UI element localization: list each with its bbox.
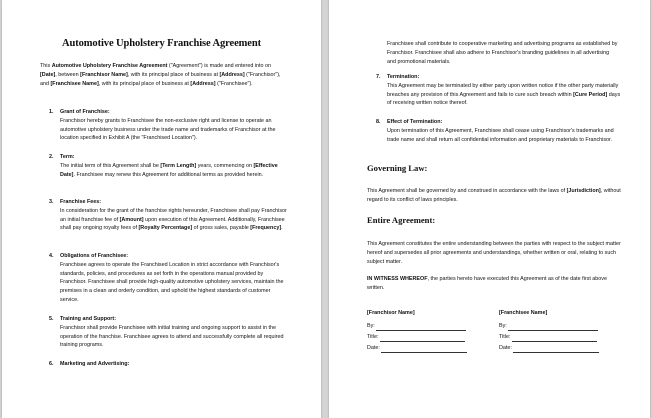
bold-text: [Address] [190,80,216,87]
text: The initial term of this Agreement shall be [60,162,161,169]
signature-date-line[interactable] [513,346,599,353]
clause-number: 7. [376,74,381,80]
bold-text: [Cure Period] [573,91,608,98]
signature-block-franchisee [499,309,624,359]
clause-body [387,82,621,108]
text: ("Franchisee"). [215,80,253,87]
bold-text: [Jurisdiction] [566,188,601,194]
text: days of receiving written notice thereof. [387,91,621,107]
clause-heading: Term: [60,154,75,160]
text: , between [55,71,81,78]
bold-text: [Royalty Percentage] [138,225,193,232]
clause-number: 3. [49,199,54,205]
bold-text: [Effective Date] [60,162,278,178]
signature-title-label: Title: [499,334,511,340]
clause-body [60,261,288,305]
text: This Agreement constitutes the entire understanding between the parties with respect to the subject matter hereof and supersedes all prior agreements and understandings, whether written or oral, relating to such subject matter. [367,241,621,265]
text: Upon termination of this Agreement, Franchisee shall cease using Franchisor's trademarks and trade name and shall return all confidential information and proprietary materials to Franchisor. [387,127,614,143]
clause-heading: Training and Support: [60,316,116,322]
bold-text: [Address] [219,71,245,78]
bold-text: Automotive Upholstery Franchise Agreement [51,63,168,69]
document-page-left [2,0,321,418]
clause-heading: Marketing and Advertising: [60,361,130,367]
signature-by-line[interactable] [376,324,466,331]
signature-by-line[interactable] [508,324,598,331]
signature-title-label: Title: [367,334,379,340]
text: , with its principal place of business at [98,80,191,87]
text: , with its principal place of business at [127,71,220,78]
bold-text: [Amount] [119,216,144,223]
bold-text: [Term Length] [160,162,197,169]
text: In consideration for the grant of the franchise rights hereunder, Franchisee shall pay Franchisor an initial franchise fee of [60,207,287,223]
governing-law-heading: Governing Law: [367,163,428,173]
signature-by-label: By: [367,323,375,329]
text: This [40,63,52,69]
signature-party: [Franchisee Name] [499,310,548,316]
text: upon execution of this Agreement. Additionally, Franchisee shall pay ongoing royalty fees of [60,216,285,232]
text: of gross sales, payable [192,225,251,232]
text: , the parties hereto have executed this Agreement as of the date first above written. [367,276,607,291]
bold-text: [Date] [40,71,56,78]
text: . [281,225,283,232]
clause-number: 5. [49,316,54,322]
bold-text: [Frequency] [250,225,282,232]
bold-text: [Franchisee Name] [50,80,99,87]
clause-number: 1. [49,109,54,115]
entire-agreement-body [367,240,623,266]
clause-body [387,127,621,145]
bold-text: IN WITNESS WHEREOF [367,276,428,282]
text: , without regard to its conflict of laws principles. [367,188,621,203]
text: Franchisor hereby grants to Franchisee the non-exclusive right and license to operate an automotive upholstery business under the trade name and trademarks of Franchisor at the location specified in Exhibit A (the "Franchised Location"). [60,117,276,142]
clause-heading: Grant of Franchise: [60,109,110,115]
clause-body [60,324,288,350]
signature-title-line[interactable] [512,335,597,342]
signature-date-line[interactable] [381,346,467,353]
signature-block-franchisor [367,309,492,359]
text: years, commencing on [196,162,254,169]
clause-number: 2. [49,154,54,160]
clause-number: 6. [49,361,54,367]
intro-paragraph [40,62,286,88]
clause-heading: Effect of Termination: [387,119,443,125]
text: This Agreement may be terminated by either party upon written notice if the other party materially breaches any provision of this Agreement and fails to cure such breach within [387,82,619,98]
clause-body [60,162,288,180]
clause-number: 8. [376,119,381,125]
text: Franchisor shall provide Franchisee with initial training and ongoing support to assist in the operation of the franchise. Franchisee agrees to attend and successfully complete all required training programs. [60,324,284,349]
signature-title-line[interactable] [380,335,465,342]
clause-body [60,117,288,143]
clause-6-continued [387,40,619,66]
clause-heading: Obligations of Franchisee: [60,253,128,259]
document-title: Automotive Upholstery Franchise Agreement [62,38,261,49]
signature-date-label: Date: [499,345,512,351]
document-page-right [329,0,650,418]
entire-agreement-heading: Entire Agreement: [367,215,436,225]
text: Franchisee shall contribute to cooperative marketing and advertising programs as established by Franchisor. Franchisee shall also adhere to Franchisor's branding guidelines in all advertising and promotional materials. [387,41,618,65]
governing-law-body [367,187,621,205]
signature-date-label: Date: [367,345,380,351]
clause-number: 4. [49,253,54,259]
clause-heading: Termination: [387,74,420,80]
clause-body [60,207,288,233]
text: ("Agreement") is made and entered into on [167,63,272,69]
bold-text: [Franchisor Name] [80,71,128,78]
witness-clause [367,275,623,293]
clause-heading: Franchise Fees: [60,199,102,205]
signature-by-label: By: [499,323,507,329]
text: This Agreement shall be governed by and construed in accordance with the laws of [367,188,567,194]
signature-party: [Franchisor Name] [367,310,415,316]
text: ("Franchisor"), and [40,71,281,87]
text: . Franchisee may renew this Agreement for additional terms as provided herein. [73,171,264,178]
text: Franchisee agrees to operate the Franchised Location in strict accordance with Franchisor's standards, policies, and procedures as set forth in the operations manual provided by Franchisor. Franchisee shall provide high-quality automotive upholstery services, maintain the premises in a clean and orderly condition, and uphold the highest standards of customer service. [60,261,284,303]
